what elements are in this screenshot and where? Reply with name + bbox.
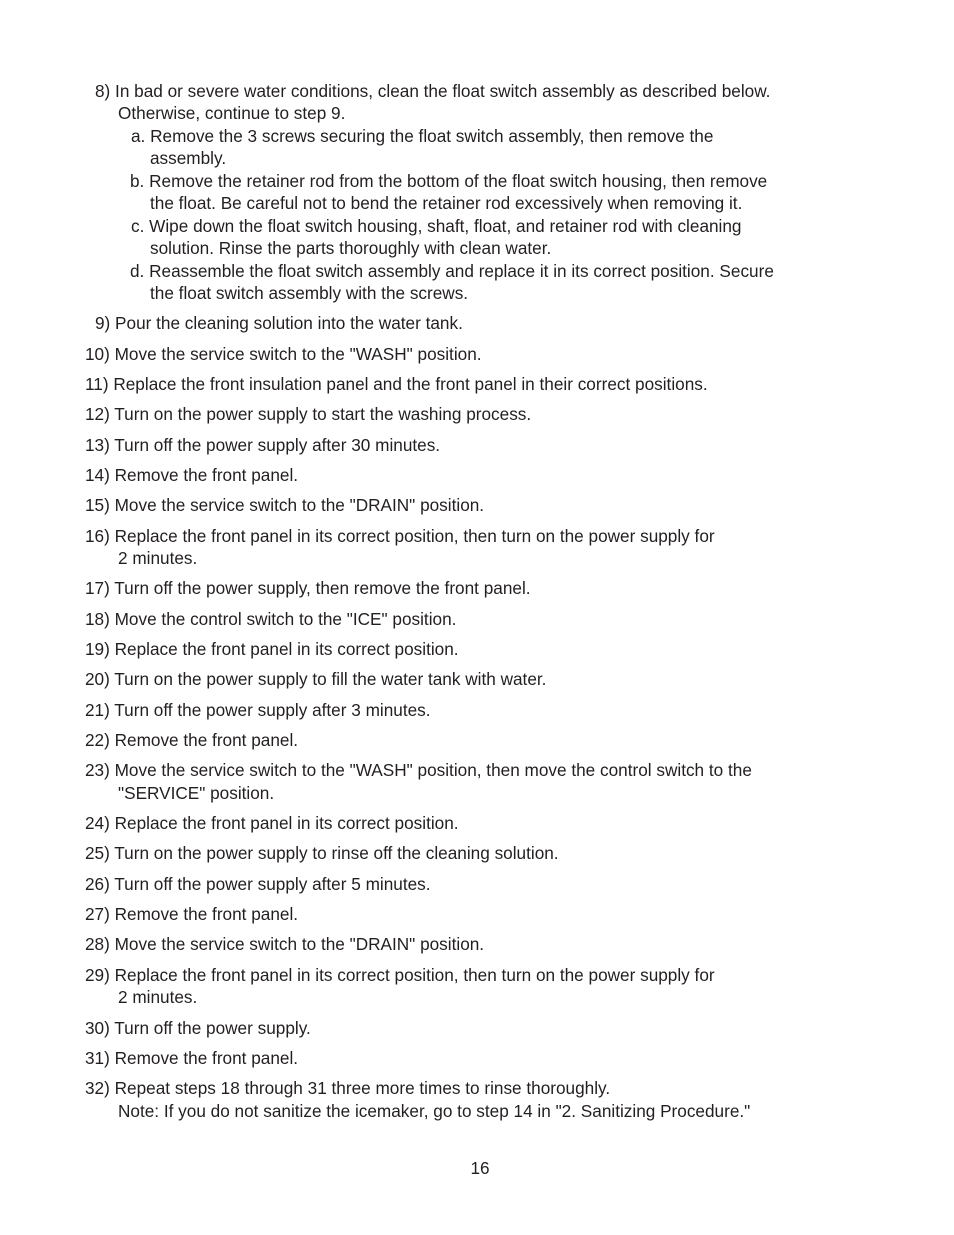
step-12: 12) Turn on the power supply to start the washing process. xyxy=(85,404,532,424)
page-number: 16 xyxy=(470,1158,490,1178)
step-29-line-1: 29) Replace the front panel in its correct position, then turn on the power supply for xyxy=(85,965,715,985)
step-17: 17) Turn off the power supply, then remove the front panel. xyxy=(85,578,531,598)
step-9: 9) Pour the cleaning solution into the water tank. xyxy=(95,313,463,333)
step-26: 26) Turn off the power supply after 5 minutes. xyxy=(85,874,431,894)
step-8d-line-1: d. Reassemble the float switch assembly and replace it in its correct position. Secure xyxy=(130,261,774,281)
step-13: 13) Turn off the power supply after 30 minutes. xyxy=(85,435,441,455)
step-16-line-2: 2 minutes. xyxy=(118,548,198,568)
step-8-line-1: 8) In bad or severe water conditions, clean the float switch assembly as described below. xyxy=(95,81,771,101)
step-29-line-2: 2 minutes. xyxy=(118,987,198,1007)
step-8b-line-1: b. Remove the retainer rod from the bottom of the float switch housing, then remove xyxy=(130,171,768,191)
step-30: 30) Turn off the power supply. xyxy=(85,1018,311,1038)
step-14: 14) Remove the front panel. xyxy=(85,465,299,485)
step-16-line-1: 16) Replace the front panel in its correct position, then turn on the power supply for xyxy=(85,526,715,546)
step-15: 15) Move the service switch to the "DRAIN" position. xyxy=(85,495,485,515)
step-22: 22) Remove the front panel. xyxy=(85,730,299,750)
step-8b-line-2: the float. Be careful not to bend the retainer rod excessively when removing it. xyxy=(150,193,743,213)
step-27: 27) Remove the front panel. xyxy=(85,904,299,924)
step-8c-line-1: c. Wipe down the float switch housing, shaft, float, and retainer rod with cleaning xyxy=(131,216,742,236)
step-8c-line-2: solution. Rinse the parts thoroughly with clean water. xyxy=(150,238,552,258)
step-11: 11) Replace the front insulation panel and the front panel in their correct positions. xyxy=(85,374,708,394)
step-31: 31) Remove the front panel. xyxy=(85,1048,299,1068)
step-8a-line-1: a. Remove the 3 screws securing the float switch assembly, then remove the xyxy=(131,126,714,146)
step-19: 19) Replace the front panel in its correct position. xyxy=(85,639,459,659)
step-32-line-1: 32) Repeat steps 18 through 31 three more times to rinse thoroughly. xyxy=(85,1078,611,1098)
step-23-line-1: 23) Move the service switch to the "WASH" position, then move the control switch to the xyxy=(85,760,752,780)
step-24: 24) Replace the front panel in its correct position. xyxy=(85,813,459,833)
step-23-line-2: "SERVICE" position. xyxy=(118,783,275,803)
step-21: 21) Turn off the power supply after 3 minutes. xyxy=(85,700,431,720)
step-28: 28) Move the service switch to the "DRAIN" position. xyxy=(85,934,485,954)
step-8-line-2: Otherwise, continue to step 9. xyxy=(118,103,346,123)
step-20: 20) Turn on the power supply to fill the water tank with water. xyxy=(85,669,547,689)
step-10: 10) Move the service switch to the "WASH" position. xyxy=(85,344,482,364)
step-8a-line-2: assembly. xyxy=(150,148,227,168)
step-25: 25) Turn on the power supply to rinse off the cleaning solution. xyxy=(85,843,559,863)
step-8d-line-2: the float switch assembly with the screws. xyxy=(150,283,469,303)
step-18: 18) Move the control switch to the "ICE" position. xyxy=(85,609,457,629)
step-32-note: Note: If you do not sanitize the icemaker, go to step 14 in "2. Sanitizing Procedure." xyxy=(118,1101,751,1121)
